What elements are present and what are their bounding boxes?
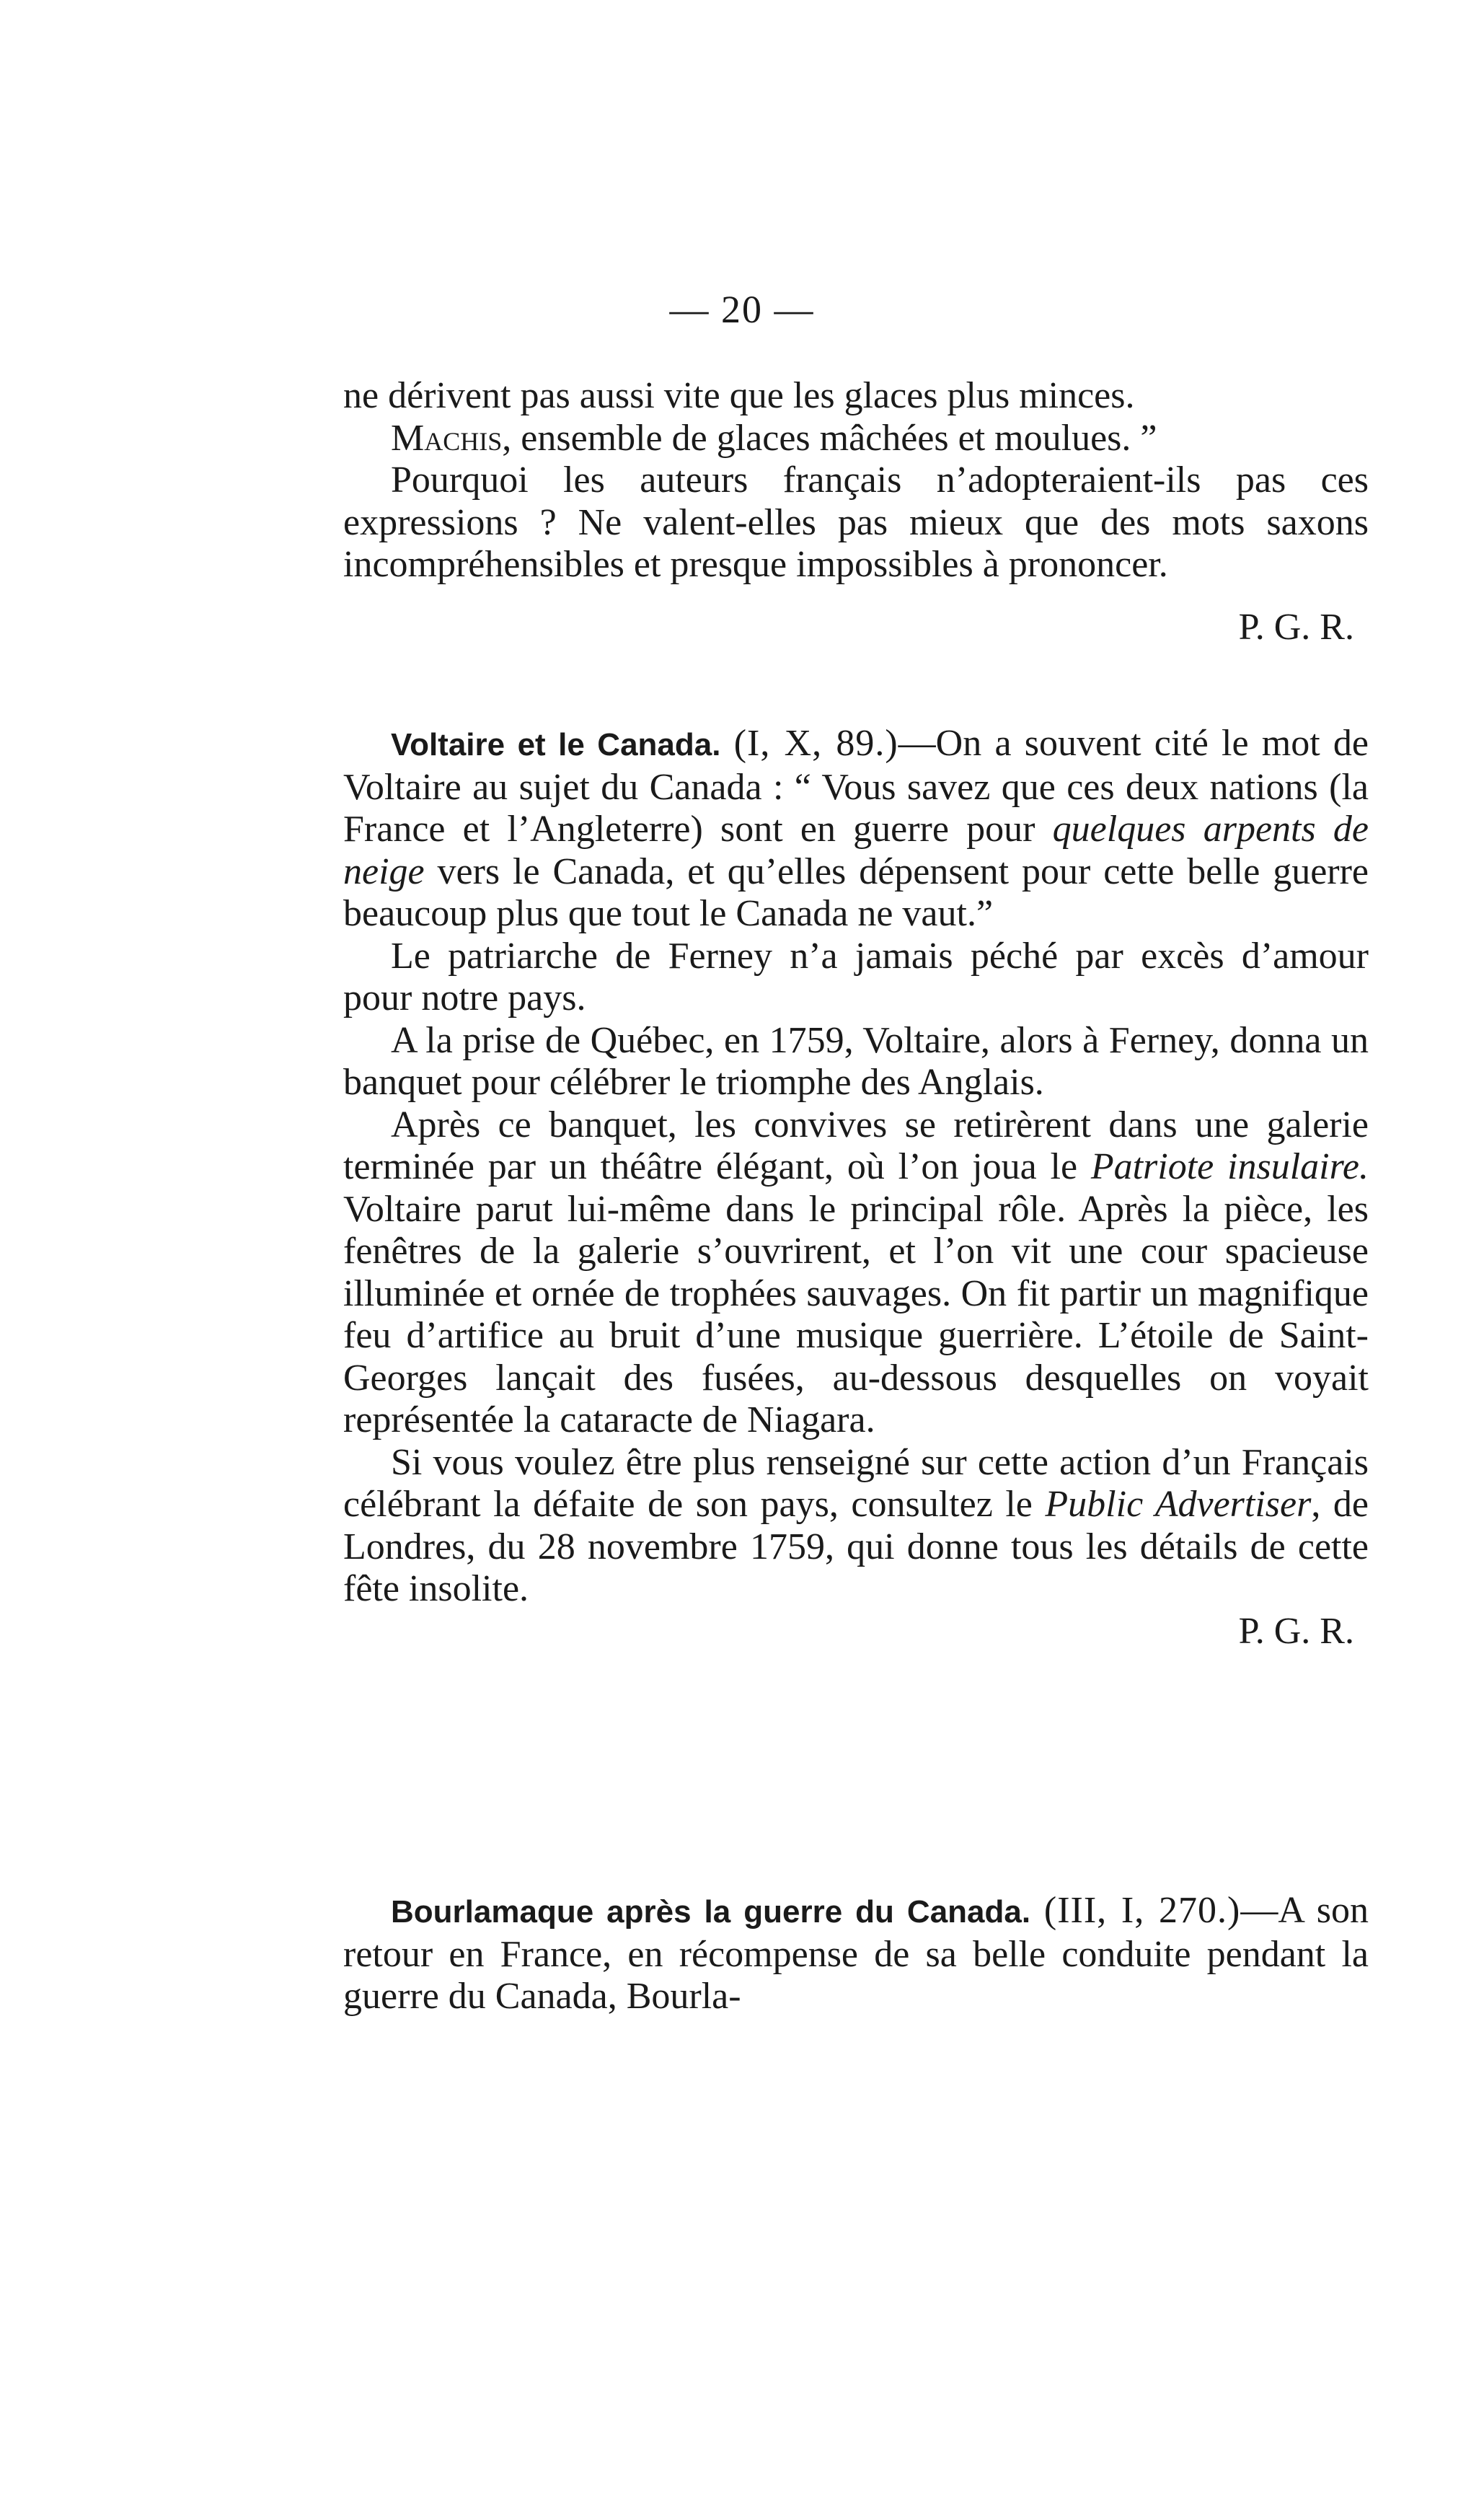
italic-text: Patriote insulaire. <box>1090 1146 1369 1187</box>
paragraph-text: Voltaire parut lui-même dans le principal rôle. Après la pièce, les fenêtres de la galerie s’ouvrirent, et l’on vit une cour spacieuse illuminée et ornée de trophées sauvages. On fit partir un magnifique feu d’artifice au bruit d’une musique guerrière. L’étoile de Saint-Georges lançait des fusées, au-dessous desquelles on voyait représentée la cataracte de Niagara. <box>343 1188 1369 1440</box>
section-reference: (III, I, 270.) <box>1043 1890 1241 1931</box>
italic-text: quelques arpents de neige <box>343 809 1369 892</box>
section-reference: (I, X, 89.) <box>733 723 898 764</box>
paragraph <box>343 418 1369 460</box>
paragraph-text: —A son retour en France, en récompense de sa belle conduite pendant la guerre du Canada, Bourla- <box>343 1890 1369 2017</box>
paragraph <box>343 375 1369 418</box>
italic-text: Public Advertiser <box>1045 1484 1312 1525</box>
paragraph-text: Après ce banquet, les convives se retirèrent dans une galerie terminée par un théâtre élégant, où l’on joua le <box>343 1104 1369 1187</box>
paragraph <box>343 459 1369 586</box>
section-heading: Bourlamaque après la guerre du Canada. <box>391 1894 1031 1930</box>
term-machis: Machis <box>391 417 503 459</box>
signature: P. G. R. <box>1238 606 1354 648</box>
paragraph <box>343 723 1369 936</box>
paragraph <box>343 1104 1369 1442</box>
paragraph-text: ne dérivent pas aussi vite que les glaces plus minces. <box>343 375 1135 416</box>
section-glaces-end <box>343 375 1369 648</box>
paragraph <box>343 1890 1369 2018</box>
paragraph-text: —On a souvent cité le mot de Voltaire au sujet du Canada : “ Vous savez que ces deux nations (la France et l’Angleterre) sont en guerre pour <box>343 723 1369 850</box>
paragraph-text: Le patriarche de Ferney n’a jamais péché par excès d’amour pour notre pays. <box>343 935 1369 1018</box>
paragraph <box>343 936 1369 1020</box>
paragraph-text: , de Londres, du 28 novembre 1759, qui donne tous les détails de cette fête insolite. <box>343 1484 1369 1609</box>
paragraph <box>343 1442 1369 1611</box>
page-number: — 20 — <box>669 288 815 331</box>
paragraph-text: Pourquoi les auteurs français n’adopteraient-ils pas ces expressions ? Ne valent-elles pas mieux que des mots saxons incompréhensibles et presque impossibles à prononcer. <box>343 459 1369 585</box>
section-bourlamaque <box>343 1890 1369 2018</box>
paragraph <box>343 1020 1369 1104</box>
paragraph-text: A la prise de Québec, en 1759, Voltaire, alors à Ferney, donna un banquet pour célébrer le triomphe des Anglais. <box>343 1019 1369 1103</box>
section-voltaire <box>343 723 1369 1653</box>
paragraph-text: vers le Canada, et qu’elles dépensent pour cette belle guerre beaucoup plus que tout le Canada ne vaut.” <box>343 850 1369 934</box>
section-heading: Voltaire et le Canada. <box>391 727 721 762</box>
paragraph-text: Si vous voulez être plus renseigné sur cette action d’un Français célébrant la défaite de son pays, consultez le <box>343 1441 1369 1525</box>
signature: P. G. R. <box>1238 1610 1354 1652</box>
paragraph-text: , ensemble de glaces mâchées et moulues. ” <box>502 417 1157 459</box>
